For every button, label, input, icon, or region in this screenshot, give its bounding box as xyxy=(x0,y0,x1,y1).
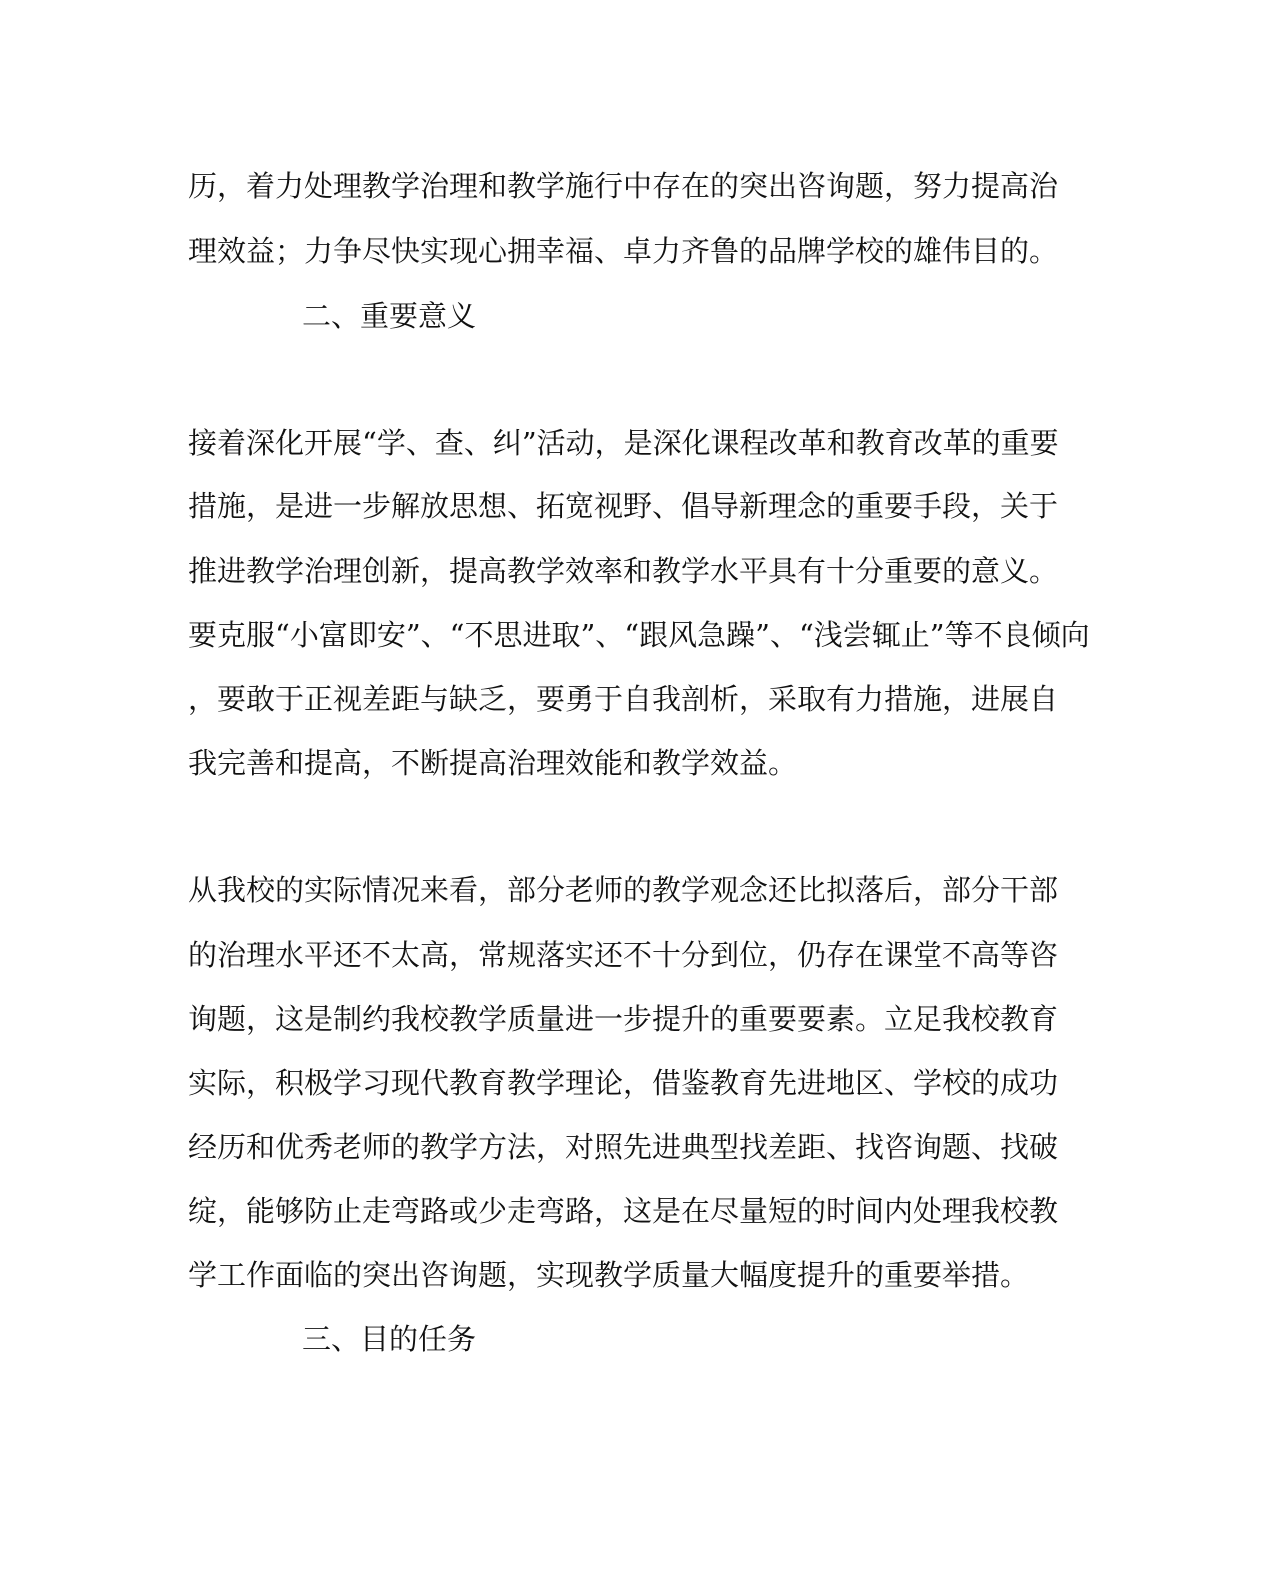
text-line: 我完善和提高，不断提高治理效能和教学效益。 xyxy=(188,746,798,780)
text-line: 要克服“小富即安”、“不思进取”、“跟风急躁”、“浅尝辄止”等不良倾向 xyxy=(188,618,1090,652)
text-line: 措施，是进一步解放思想、拓宽视野、倡导新理念的重要手段，关于 xyxy=(188,489,1059,523)
text-line: 学工作面临的突出咨询题，实现教学质量大幅度提升的重要举措。 xyxy=(188,1258,1030,1292)
text-line: 推进教学治理创新，提高教学效率和教学水平具有十分重要的意义。 xyxy=(188,554,1059,588)
text-line: 理效益；力争尽快实现心拥幸福、卓力齐鲁的品牌学校的雄伟目的。 xyxy=(188,234,1059,268)
text-line: 的治理水平还不太高，常规落实还不十分到位，仍存在课堂不高等咨 xyxy=(188,938,1059,972)
text-line: 绽，能够防止走弯路或少走弯路，这是在尽量短的时间内处理我校教 xyxy=(188,1194,1059,1228)
section-heading: 二、重要意义 xyxy=(302,299,477,333)
section-heading: 三、目的任务 xyxy=(302,1322,477,1356)
text-line: 从我校的实际情况来看，部分老师的教学观念还比拟落后，部分干部 xyxy=(188,873,1059,907)
text-line: 经历和优秀老师的教学方法，对照先进典型找差距、找咨询题、找破 xyxy=(188,1130,1059,1164)
text-line: ，要敢于正视差距与缺乏，要勇于自我剖析，采取有力措施，进展自 xyxy=(188,682,1059,716)
text-line: 历，着力处理教学治理和教学施行中存在的突出咨询题，努力提高治 xyxy=(188,169,1059,203)
text-line: 询题，这是制约我校教学质量进一步提升的重要要素。立足我校教育 xyxy=(188,1002,1059,1036)
text-line: 实际，积极学习现代教育教学理论，借鉴教育先进地区、学校的成功 xyxy=(188,1066,1059,1100)
text-line: 接着深化开展“学、查、纠”活动，是深化课程改革和教育改革的重要 xyxy=(188,426,1059,460)
